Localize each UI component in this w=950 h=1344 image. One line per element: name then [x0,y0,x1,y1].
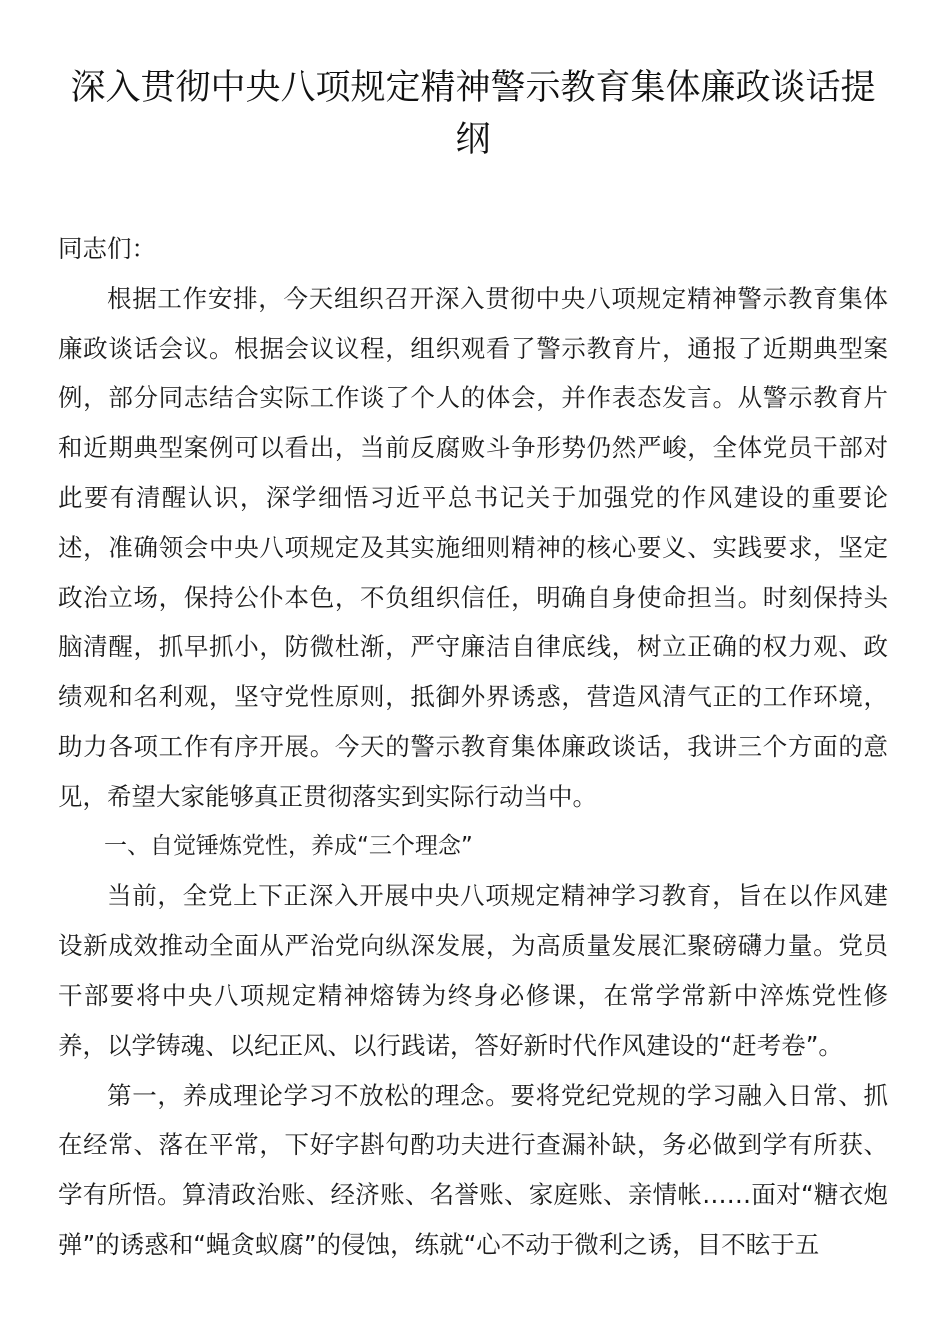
document-body [58,224,888,1270]
salutation: 同志们： [58,234,156,263]
intro-paragraph: 根据工作安排，今天组织召开深入贯彻中央八项规定精神警示教育集体廉政谈话会议。根据会议议程，组织观看了警示教育片，通报了近期典型案例，部分同志结合实际工作谈了个人的体会，并作表态发言。从警示教育片和近期典型案例可以看出，当前反腐败斗争形势仍然严峻，全体党员干部对此要有清醒认识，深学细悟习近平总书记关于加强党的作风建设的重要论述，准确领会中央八项规定及其实施细则精神的核心要义、实践要求，坚定政治立场，保持公仆本色，不负组织信任，明确自身使命担当。时刻保持头脑清醒，抓早抓小，防微杜渐，严守廉洁自律底线，树立正确的权力观、政绩观和名利观，坚守党性原则，抵御外界诱惑，营造风清气正的工作环境，助力各项工作有序开展。今天的警示教育集体廉政谈话，我讲三个方面的意见，希望大家能够真正贯彻落实到实际行动当中。 [58,283,888,811]
section-1-paragraph-1: 当前，全党上下正深入开展中央八项规定精神学习教育，旨在以作风建设新成效推动全面从严治党向纵深发展，为高质量发展汇聚磅礴力量。党员干部要将中央八项规定精神熔铸为终身必修课，在常学常新中淬炼党性修养，以学铸魂、以纪正风、以行践诺，答好新时代作风建设的“赶考卷”。 [58,881,888,1060]
section-heading-1: 一、自觉锤炼党性，养成“三个理念” [104,832,473,859]
section-1-paragraph-2: 第一，养成理论学习不放松的理念。要将党纪党规的学习融入日常、抓在经常、落在平常，下好字斟句酌功夫进行查漏补缺，务必做到学有所获、学有所悟。算清政治账、经济账、名誉账、家庭账、亲情帐……面对“糖衣炮弹”的诱惑和“蝇贪蚁腐”的侵蚀，练就“心不动于微利之诱，目不眩于五 [58,1080,888,1259]
document-title: 深入贯彻中央八项规定精神警示教育集体廉政谈话提纲 [70,68,876,160]
